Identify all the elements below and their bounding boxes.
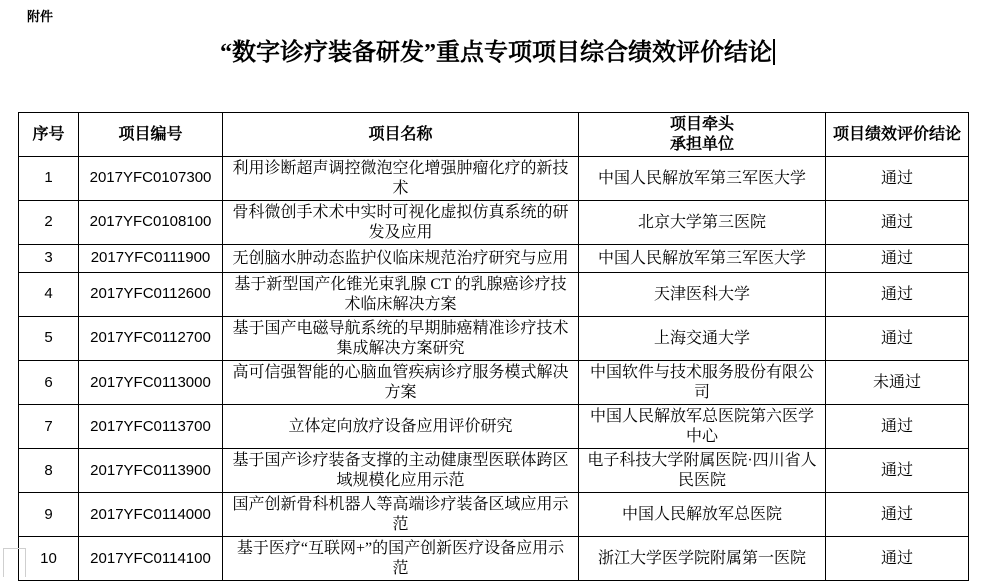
cell-serial-number: 1 xyxy=(19,157,79,201)
cell-lead-unit: 电子科技大学附属医院·四川省人民医院 xyxy=(579,449,826,493)
cell-lead-unit: 上海交通大学 xyxy=(579,317,826,361)
cell-result: 通过 xyxy=(826,493,969,537)
evaluation-table xyxy=(18,112,969,581)
cell-lead-unit: 中国人民解放军第三军医大学 xyxy=(579,245,826,273)
text-cursor xyxy=(773,39,775,65)
cell-result: 通过 xyxy=(826,537,969,581)
cell-serial-number: 7 xyxy=(19,405,79,449)
cell-project-code: 2017YFC0111900 xyxy=(79,245,223,273)
cell-project-code: 2017YFC0113700 xyxy=(79,405,223,449)
table-row xyxy=(19,245,969,273)
header-name: 项目名称 xyxy=(223,113,579,157)
table-body xyxy=(19,157,969,581)
table-row xyxy=(19,493,969,537)
cell-result: 通过 xyxy=(826,273,969,317)
cell-project-name: 高可信强智能的心脑血管疾病诊疗服务模式解决方案 xyxy=(223,361,579,405)
table-row xyxy=(19,449,969,493)
page-corner-mark xyxy=(3,548,26,577)
cell-serial-number: 3 xyxy=(19,245,79,273)
header-unit-line1: 项目牵头 xyxy=(669,116,734,133)
cell-lead-unit: 中国人民解放军总医院第六医学中心 xyxy=(579,405,826,449)
cell-serial-number: 5 xyxy=(19,317,79,361)
cell-project-name: 国产创新骨科机器人等高端诊疗装备区域应用示范 xyxy=(223,493,579,537)
table-row xyxy=(19,157,969,201)
cell-result: 通过 xyxy=(826,405,969,449)
cell-project-name: 基于国产电磁导航系统的早期肺癌精准诊疗技术集成解决方案研究 xyxy=(223,317,579,361)
cell-project-code: 2017YFC0108100 xyxy=(79,201,223,245)
table-header-row xyxy=(19,113,969,157)
table-row xyxy=(19,537,969,581)
cell-project-code: 2017YFC0113900 xyxy=(79,449,223,493)
cell-serial-number: 8 xyxy=(19,449,79,493)
cell-lead-unit: 天津医科大学 xyxy=(579,273,826,317)
cell-project-code: 2017YFC0112700 xyxy=(79,317,223,361)
cell-lead-unit: 北京大学第三医院 xyxy=(579,201,826,245)
cell-serial-number: 2 xyxy=(19,201,79,245)
header-code: 项目编号 xyxy=(79,113,223,157)
cell-serial-number: 10 xyxy=(19,537,79,581)
cell-result: 通过 xyxy=(826,157,969,201)
header-unit xyxy=(579,113,826,157)
cell-project-name: 骨科微创手术术中实时可视化虚拟仿真系统的研发及应用 xyxy=(223,201,579,245)
cell-serial-number: 6 xyxy=(19,361,79,405)
title-row xyxy=(0,32,995,67)
cell-project-name: 无创脑水肿动态监护仪临床规范治疗研究与应用 xyxy=(223,245,579,273)
cell-serial-number: 9 xyxy=(19,493,79,537)
header-no: 序号 xyxy=(19,113,79,157)
cell-project-name: 基于国产诊疗装备支撑的主动健康型医联体跨区域规模化应用示范 xyxy=(223,449,579,493)
cell-result: 通过 xyxy=(826,449,969,493)
cell-lead-unit: 中国人民解放军总医院 xyxy=(579,493,826,537)
cell-result: 通过 xyxy=(826,245,969,273)
cell-lead-unit: 中国人民解放军第三军医大学 xyxy=(579,157,826,201)
cell-project-code: 2017YFC0112600 xyxy=(79,273,223,317)
header-unit-line2: 承担单位 xyxy=(669,135,734,153)
header-result: 项目绩效评价结论 xyxy=(826,113,969,157)
cell-project-code: 2017YFC0114100 xyxy=(79,537,223,581)
cell-project-name: 利用诊断超声调控微泡空化增强肿瘤化疗的新技术 xyxy=(223,157,579,201)
table-row xyxy=(19,201,969,245)
cell-result: 通过 xyxy=(826,201,969,245)
table-row xyxy=(19,317,969,361)
cell-serial-number: 4 xyxy=(19,273,79,317)
cell-project-code: 2017YFC0114000 xyxy=(79,493,223,537)
table-row xyxy=(19,273,969,317)
cell-project-name: 基于新型国产化锥光束乳腺 CT 的乳腺癌诊疗技术临床解决方案 xyxy=(223,273,579,317)
cell-project-code: 2017YFC0107300 xyxy=(79,157,223,201)
page-title: “数字诊疗装备研发”重点专项项目综合绩效评价结论 xyxy=(220,40,772,66)
cell-result: 未通过 xyxy=(826,361,969,405)
cell-project-name: 基于医疗“互联网+”的国产创新医疗设备应用示范 xyxy=(223,537,579,581)
table-row xyxy=(19,361,969,405)
cell-result: 通过 xyxy=(826,317,969,361)
cell-project-name: 立体定向放疗设备应用评价研究 xyxy=(223,405,579,449)
attachment-label: 附件 xyxy=(27,9,54,24)
table-row xyxy=(19,405,969,449)
cell-lead-unit: 中国软件与技术服务股份有限公司 xyxy=(579,361,826,405)
cell-project-code: 2017YFC0113000 xyxy=(79,361,223,405)
cell-lead-unit: 浙江大学医学院附属第一医院 xyxy=(579,537,826,581)
